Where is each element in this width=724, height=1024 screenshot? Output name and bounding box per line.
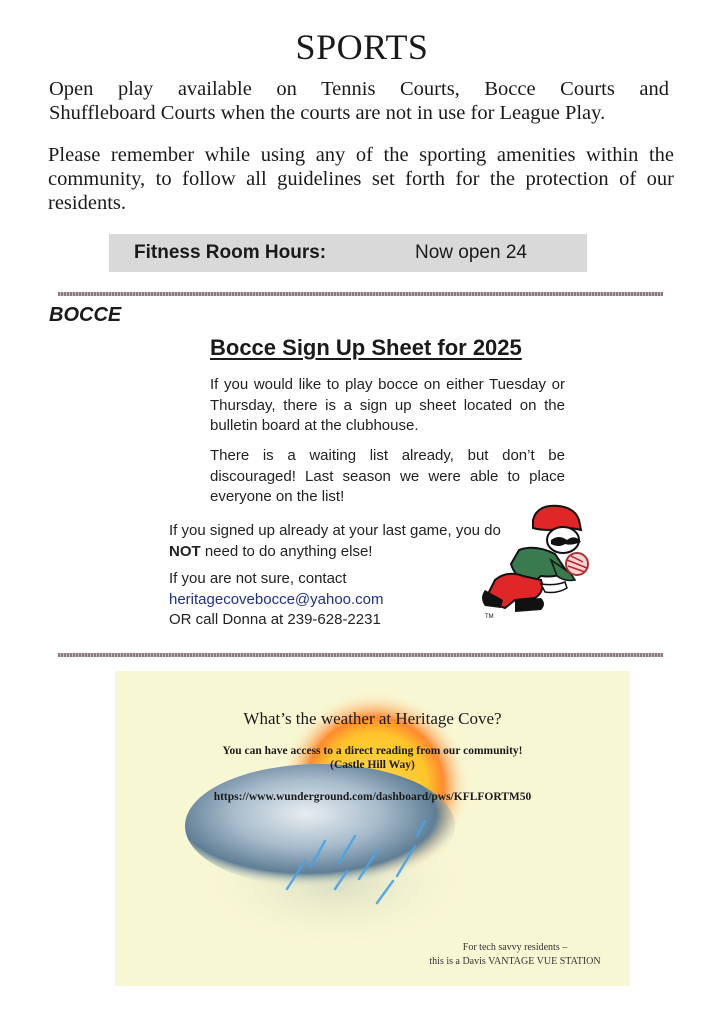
weather-station-link[interactable]: https://www.wunderground.com/dashboard/pws/KFLFORTM50 bbox=[213, 791, 532, 803]
intro-paragraph-open-play bbox=[49, 77, 669, 125]
text-segment: If you signed up already at your last game, you do bbox=[169, 522, 501, 539]
intro-line-2: Shuffleboard Courts when the courts are not in use for League Play. bbox=[49, 102, 606, 124]
bocce-player-mascot-icon bbox=[475, 500, 595, 620]
weather-location: (Castle Hill Way) bbox=[330, 759, 415, 771]
page-title: SPORTS bbox=[295, 27, 429, 67]
bocce-section-heading: BOCCE bbox=[49, 304, 122, 326]
text-segment: need to do anything else! bbox=[200, 542, 373, 560]
intro-paragraph-guidelines: Please remember while using any of the sporting amenities within the community, to follow all guidelines set forth for the protection of our residents. bbox=[48, 144, 674, 214]
contact-email-link[interactable]: heritagecovebocce@yahoo.com bbox=[169, 590, 384, 608]
trademark-mark: TM bbox=[485, 614, 494, 620]
weather-footnote-line1: For tech savvy residents – bbox=[462, 942, 568, 953]
bocce-waiting-list-info: There is a waiting list already, but don’t be discouraged! Last season we were able to place everyone on the list! bbox=[210, 447, 565, 505]
bocce-signup-info: If you would like to play bocce on either Tuesday or Thursday, there is a sign up sheet located on the bulletin board at the clubhouse. bbox=[210, 376, 565, 434]
weather-subtitle: You can have access to a direct reading from our community! bbox=[222, 745, 523, 757]
fitness-hours-banner bbox=[109, 234, 587, 272]
bocce-signup-title: Bocce Sign Up Sheet for 2025 bbox=[210, 335, 522, 360]
contact-phone: OR call Donna at 239-628-2231 bbox=[169, 611, 381, 628]
section-divider bbox=[58, 653, 663, 657]
section-divider bbox=[58, 292, 663, 296]
emphasis-not: NOT bbox=[169, 542, 201, 560]
fitness-hours-value: Now open 24 bbox=[415, 242, 527, 263]
fitness-hours-label: Fitness Room Hours: bbox=[134, 242, 327, 263]
bocce-contact-info bbox=[169, 569, 469, 631]
intro-line-1: Open play available on Tennis Courts, Bocce Courts and bbox=[49, 78, 669, 100]
weather-title: What’s the weather at Heritage Cove? bbox=[243, 709, 502, 728]
weather-footnote-line2: this is a Davis VANTAGE VUE STATION bbox=[429, 956, 601, 967]
bocce-already-signed-info bbox=[169, 521, 514, 562]
weather-panel bbox=[115, 671, 630, 986]
contact-intro: If you are not sure, contact bbox=[169, 570, 347, 587]
